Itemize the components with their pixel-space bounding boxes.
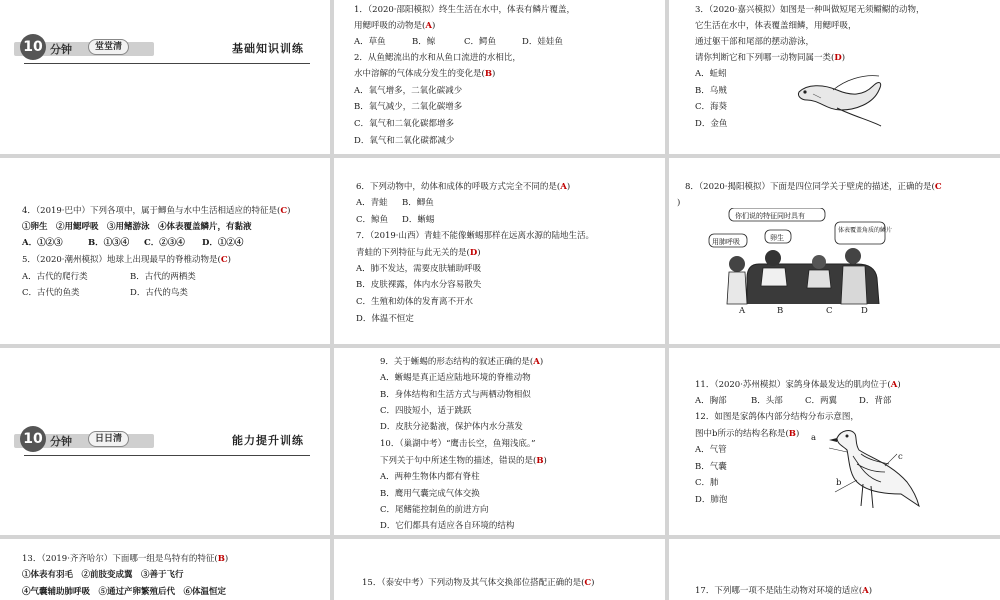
option: D．古代的鸟类 [130,288,188,298]
q10-option-a: A．两种生物体内都有脊柱 [380,472,480,482]
q10-answer: B [536,456,544,466]
q2-option-c: C．氧气和二氧化碳都增多 [354,119,455,129]
q5-options-2 [22,288,188,299]
q6-close: ) [566,182,571,192]
option: B．鲫鱼 [402,198,434,208]
q10-text: 下列关于句中所述生物的描述，错误的是( [380,456,537,466]
students-discussion-figure [707,208,897,306]
q12-option-a: A．气管 [695,445,727,455]
q9-answer: A [533,357,540,367]
q17-answer: A [862,586,869,596]
q9-option-a: A．蜥蜴是真正适应陆地环境的脊椎动物 [380,373,531,383]
q10-option-b: B．鹰用气囊完成气体交换 [380,489,480,499]
q4-text: 4．（2019·巴中）下列各项中，属于鲫鱼与水中生活相适应的特征是( [22,206,281,216]
q9-stem [380,357,543,368]
q7-option-c: C．生殖和幼体的发育离不开水 [356,297,474,307]
q2-option-b: B．氧气减少，二氧化碳增多 [354,102,463,112]
panel-mid-middle [334,158,665,344]
q15-text: 15．（泰安中考）下列动物及其气体交换部位搭配正确的是( [362,578,585,588]
q12-option-b: B．气囊 [695,462,727,472]
bubble-text-3: 卵生 [770,234,784,242]
bubble-text-2: 用肺呼吸 [712,238,740,246]
q2-option-d: D．氧气和二氧化碳都减少 [354,136,455,146]
q3-option-d: D．金鱼 [695,119,728,129]
panel-mid-left [0,158,330,344]
banner-number: 10 [20,426,46,452]
option: C．古代的鱼类 [22,288,80,298]
q7-close: ) [477,248,481,258]
panel-mid-right [669,158,1000,344]
q4-items: ①卵生 ②用鳃呼吸 ③用鳍游泳 ④体表覆盖鳞片，有黏液 [22,222,252,232]
panel-top-middle [334,0,665,154]
q1-answer: A [425,21,432,31]
option: C．两翼 [805,396,838,406]
option: B．鲸 [412,37,436,47]
q5-text: 5．（2020·潮州模拟）地球上出现最早的脊椎动物是( [22,255,221,265]
q3-answer: D [834,53,842,63]
q5-answer: C [220,255,228,265]
q3-stem-3: 通过躯干部和尾部的摆动游泳， [695,37,815,47]
q10-stem: 10．（巢湖中考）“鹰击长空，鱼翔浅底。” [380,439,536,449]
q6-text: 6．下列动物中，幼体和成体的呼吸方式完全不同的是( [356,182,561,192]
section-banner-advanced [14,426,320,452]
q9-option-c: C．四肢短小，适于跳跃 [380,406,472,416]
q6-options-1 [356,198,434,209]
q12-answer: B [788,429,796,439]
option: A．胸部 [695,396,727,406]
banner-label: 能力提升训练 [232,434,304,447]
option: C．鳄鱼 [464,37,497,47]
figure-label-b: B [777,306,784,316]
q9-close: ) [539,357,544,367]
q11-close: ) [897,380,901,390]
panel-bottom-right [669,539,1000,600]
q17-text: 17．下列哪一项不是陆生动物对环境的适应( [695,586,863,596]
q2-option-a: A．氧气增多，二氧化碳减少 [354,86,463,96]
figure-label-c: C [826,306,833,316]
q12-close: ) [795,429,800,439]
option: C．鲸鱼 [356,215,389,225]
q2-stem-2 [354,69,495,80]
q5-close: ) [227,255,231,265]
q11-options [695,396,891,407]
panel-lower-right [669,348,1000,535]
q12-stem: 12．如图是家鸽体内部分结构分布示意图， [695,412,859,422]
option: D．蜥蜴 [402,215,435,225]
q13-items-1: ①体表有羽毛 ②前肢变成翼 ③善于飞行 [22,570,184,580]
q13-items-2: ④气囊辅助肺呼吸 ⑤通过产卵繁殖后代 ⑥体温恒定 [22,587,227,597]
q4-stem [22,206,290,217]
q2-text: 水中溶解的气体成分发生的变化是( [354,69,485,79]
option: A．草鱼 [354,37,386,47]
q15-answer: C [584,578,592,588]
q3-stem-2: 它生活在水中，体表覆盖细鳞，用鳃呼吸， [695,21,857,31]
q13-stem [22,554,228,565]
panel-top-left [0,0,330,154]
q7-option-a: A．肺不发达，需要皮肤辅助呼吸 [356,264,482,274]
option: D．①②④ [202,238,244,248]
option: A．①②③ [22,238,63,248]
q12-text: 图中b所示的结构名称是( [695,429,789,439]
panel-bottom-middle [334,539,665,600]
q7-stem-2 [356,248,481,259]
q9-option-d: D．皮肤分泌黏液，保护体内水分蒸发 [380,422,523,432]
q4-answer: C [280,206,288,216]
q10-option-d: D．它们都具有适应各自环境的结构 [380,521,515,531]
q11-answer: A [890,380,898,390]
q6-answer: A [560,182,567,192]
q3-text: 请你判断它和下列哪一动物同属一类( [695,53,835,63]
q13-answer: B [217,554,225,564]
banner-underline [24,63,310,64]
q7-stem: 7．（2019·山西）青蛙不能像蜥蜴那样在远离水源的陆地生活。 [356,231,594,241]
banner-tag: 日日清 [88,431,129,447]
q2-answer: B [484,69,493,79]
q10-option-c: C．尾鳍能控制鱼的前进方向 [380,505,489,515]
banner-number: 10 [20,34,46,60]
option: A．古代的爬行类 [22,272,88,282]
option: B．头部 [751,396,783,406]
q11-text: 11．（2020·苏州模拟）家鸽身体最发达的肌肉位于( [695,380,891,390]
q3-stem: 3．（2020·嘉兴模拟）如图是一种叫做短尾无须鳚鳚的动物， [695,5,925,15]
q15-stem [362,578,594,589]
q7-answer: D [469,248,478,258]
eel-fish-figure [793,70,885,130]
q5-options-1 [22,272,196,283]
q3-option-c: C．海葵 [695,102,728,112]
q1-stem-2 [354,21,435,32]
section-banner-basic [14,34,320,60]
q4-options [22,238,243,249]
q9-text: 9．关于蜥蜴的形态结构的叙述正确的是( [380,357,534,367]
panel-top-right [669,0,1000,154]
q7-option-d: D．体温不恒定 [356,314,414,324]
q10-close: ) [543,456,547,466]
q12-stem-2 [695,429,799,440]
q17-stem [695,586,872,597]
q8-stem [685,182,942,193]
q17-close: ) [868,586,873,596]
q13-close: ) [224,554,229,564]
banner-label: 基础知识训练 [232,42,304,55]
q1-options [354,37,563,48]
q1-stem: 1．（2020·邵阳模拟）终生生活在水中，体表有鳞片覆盖， [354,5,575,15]
q3-close: ) [841,53,846,63]
panel-lower-left [0,348,330,535]
q7-option-b: B．皮肤裸露，体内水分容易散失 [356,280,482,290]
q6-options-2 [356,215,434,226]
option: B．①③④ [88,238,130,248]
option: D．背部 [859,396,892,406]
pigeon-structure-figure [827,424,927,512]
q3-stem-4 [695,53,845,64]
q10-stem-2 [380,456,547,467]
q11-stem [695,380,901,391]
fig-label-a: a [811,433,817,443]
banner-unit: 分钟 [50,43,72,56]
q12-option-d: D．肺泡 [695,495,728,505]
option: C．②③④ [144,238,185,248]
bubble-text-4: 体表覆盖角质的鳞片 [838,227,893,234]
figure-label-a: A [739,306,746,316]
option: A．青蛙 [356,198,388,208]
banner-unit: 分钟 [50,435,72,448]
q1-close: ) [431,21,436,31]
q1-text: 用鳃呼吸的动物是( [354,21,426,31]
q3-option-a: A．蚯蚓 [695,69,727,79]
bubble-text-1: 你们说的特征同时具有 [735,212,805,220]
q8-text: 8．（2020·揭阳模拟）下面是四位同学关于壁虎的描述，正确的是( [685,182,935,192]
panel-lower-middle [334,348,665,535]
option: D．娃娃鱼 [522,37,563,47]
q15-close: ) [591,578,595,588]
q12-option-c: C．肺 [695,478,719,488]
q13-text: 13．（2019·齐齐哈尔）下面哪一组是鸟特有的特征( [22,554,218,564]
banner-tag: 堂堂清 [88,39,129,55]
q9-option-b: B．身体结构和生活方式与两栖动物相似 [380,390,531,400]
option: B．古代的两栖类 [130,272,196,282]
q2-close: ) [492,69,496,79]
figure-label-d: D [861,306,868,316]
q8-close: ) [677,198,681,208]
q5-stem [22,255,231,266]
q8-answer: C [934,182,942,192]
banner-underline [24,455,310,456]
fig-label-b: b [836,478,842,488]
q4-close: ) [287,206,291,216]
q3-option-b: B．乌贼 [695,86,727,96]
q7-text: 青蛙的下列特征与此无关的是( [356,248,470,258]
q2-stem: 2．从鱼鳃流出的水和从鱼口流进的水相比， [354,53,521,63]
fig-label-c: c [898,452,903,462]
panel-bottom-left [0,539,330,600]
q6-stem [356,182,570,193]
